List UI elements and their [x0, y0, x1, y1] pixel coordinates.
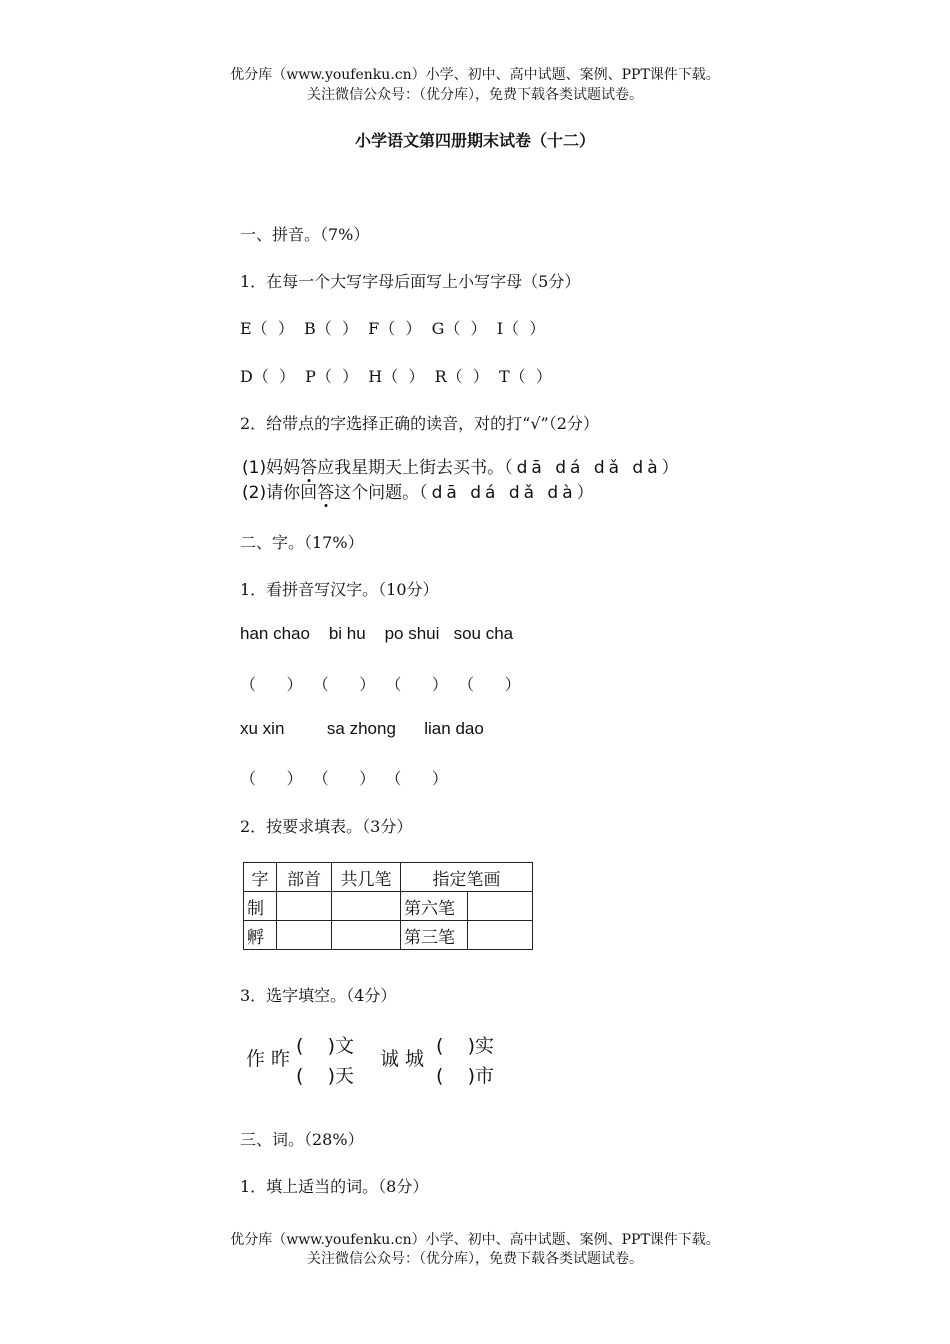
- table-cell-stroke-label: 第六笔: [401, 892, 468, 921]
- table-row: [244, 921, 533, 950]
- choose-group-1-line-2: ( )天: [296, 1065, 354, 1087]
- section1-heading: 一、拼音。（7%）: [240, 225, 370, 244]
- choose-group-1-line-1: ( )文: [296, 1035, 354, 1057]
- reading-item-1-suffix: 应我星期天上街去买书。: [317, 458, 505, 478]
- dotted-character: 答: [317, 483, 335, 503]
- section2-question2: 2．按要求填表。（3分）: [240, 817, 413, 836]
- reading-item-1: [242, 453, 683, 478]
- table-header-radical: 部首: [277, 863, 332, 892]
- section2-question1: 1．看拼音写汉字。（10分）: [240, 580, 439, 599]
- table-row: [244, 892, 533, 921]
- footer-line-2: 关注微信公众号：（优分库），免费下载各类试题试卷。: [307, 1251, 643, 1267]
- table-cell-radical[interactable]: [277, 892, 332, 921]
- table-cell-radical[interactable]: [277, 921, 332, 950]
- table-header-specified-stroke: 指定笔画: [401, 863, 533, 892]
- choose-group-2-line-1: ( )实: [436, 1035, 494, 1057]
- reading-item-2-options: （dā dá dǎ dà）: [419, 483, 598, 503]
- letters-row-1: E（ ） B（ ） F（ ） G（ ） I（ ）: [240, 319, 546, 338]
- reading-item-1-prefix: (1)妈妈: [242, 458, 301, 478]
- table-cell-stroke-count[interactable]: [332, 921, 401, 950]
- section2-heading: 二、字。（17%）: [240, 533, 364, 552]
- dotted-character: 答: [300, 458, 318, 478]
- letters-row-2: D（ ） P（ ） H（ ） R（ ） T（ ）: [240, 367, 552, 386]
- table-cell-char: 孵: [244, 921, 277, 950]
- reading-item-2: [242, 478, 598, 503]
- footer-line-1: 优分库（www.youfenku.cn）小学、初中、高中试题、案例、PPT课件下载。: [230, 1232, 720, 1248]
- blank-row-1: （ ） （ ） （ ） （ ）: [240, 675, 521, 694]
- page-title: 小学语文第四册期末试卷（十二）: [354, 131, 595, 150]
- table-cell-stroke-answer[interactable]: [468, 921, 533, 950]
- table-cell-char: 制: [244, 892, 277, 921]
- blank-row-2: （ ） （ ） （ ）: [240, 769, 448, 788]
- reading-item-1-options: （dā dá dǎ dà）: [504, 458, 683, 478]
- reading-item-2-suffix: 这个问题。: [334, 483, 420, 503]
- table-header-char: 字: [244, 863, 277, 892]
- header-line-2: 关注微信公众号：（优分库），免费下载各类试题试卷。: [307, 87, 643, 103]
- fill-table: [243, 862, 533, 950]
- section2-question3: 3．选字填空。（4分）: [240, 986, 397, 1005]
- table-cell-stroke-answer[interactable]: [468, 892, 533, 921]
- table-cell-stroke-label: 第三笔: [401, 921, 468, 950]
- choose-group-1-chars: 作 昨: [246, 1048, 291, 1070]
- section3-question1: 1．填上适当的词。（8分）: [240, 1177, 429, 1196]
- section3-heading: 三、词。（28%）: [240, 1130, 364, 1149]
- section1-question1: 1．在每一个大写字母后面写上小写字母（5分）: [240, 272, 581, 291]
- section1-question2: 2．给带点的字选择正确的读音，对的打“√”（2分）: [240, 414, 599, 433]
- table-header-stroke-count: 共几笔: [332, 863, 401, 892]
- pinyin-row-1: han chao bi hu po shui sou cha: [240, 624, 514, 643]
- choose-group-2-line-2: ( )市: [436, 1065, 494, 1087]
- choose-group-2-chars: 诚 城: [380, 1048, 425, 1070]
- table-cell-stroke-count[interactable]: [332, 892, 401, 921]
- header-line-1: 优分库（www.youfenku.cn）小学、初中、高中试题、案例、PPT课件下载。: [230, 67, 720, 83]
- table-header-row: [244, 863, 533, 892]
- pinyin-row-2: xu xin sa zhong lian dao: [240, 719, 484, 738]
- reading-item-2-prefix: (2)请你回: [242, 483, 318, 503]
